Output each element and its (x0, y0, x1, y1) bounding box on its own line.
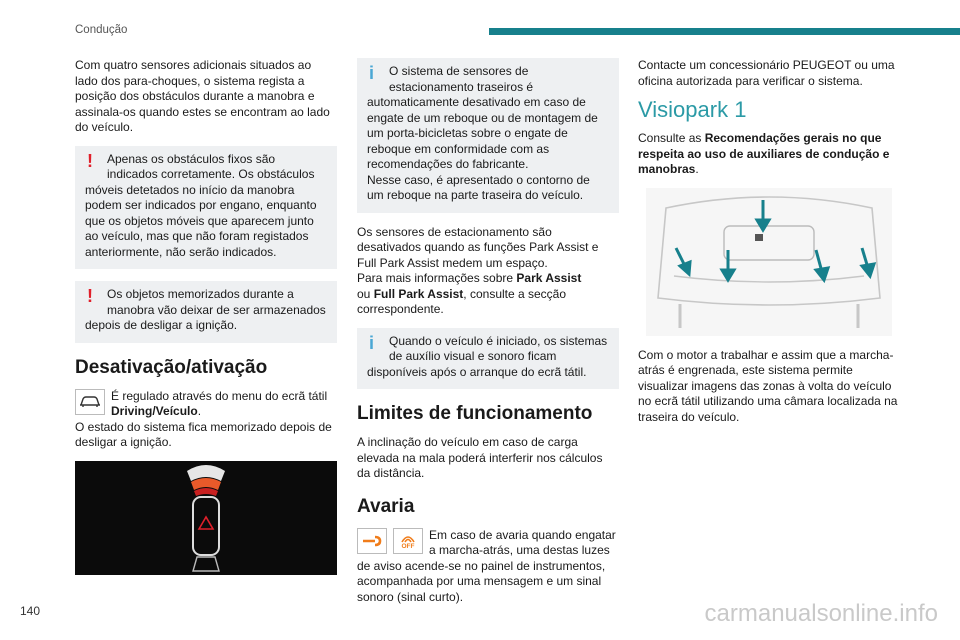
column-left (75, 58, 337, 575)
warning-note-1 (75, 146, 337, 270)
more-info-paragraph (357, 271, 619, 318)
info-note-1-line1: O sistema de sensores de (389, 64, 529, 78)
column-middle (357, 58, 619, 615)
heading-deactivation: Desativação/ativação (75, 356, 268, 378)
section-title: Condução (75, 24, 128, 36)
camera-paragraph: Com o motor a trabalhar e assim que a marcha-atrás é engrenada, este sistema permite visualizar imagens das zonas à volta do veículo no ecrã tátil utilizando uma câmara localizada na traseira do veículo. (638, 347, 898, 424)
contact-paragraph: Contacte um concessionário PEUGEOT ou uma oficina autorizada para verificar o sistema. (638, 58, 895, 88)
page-number: 140 (20, 604, 41, 618)
more-info-end: , consulte a secção correspondente. (357, 286, 567, 316)
limits-paragraph: A inclinação do veículo em caso de carga elevada na mala poderá interferir nos cálculos da distância. (357, 435, 603, 480)
fault-instruction (357, 528, 619, 559)
warning-note-2 (75, 281, 337, 343)
menu-path: Driving/Veículo (111, 404, 198, 418)
consult-paragraph (638, 131, 900, 178)
info-note-2-rest: disponíveis após o arranque do ecrã tátil. (367, 364, 587, 379)
more-info-a: Para mais informações sobre (357, 271, 514, 285)
off-label: OFF (401, 542, 415, 550)
heading-fault: Avaria (357, 495, 415, 517)
warning-note-1-line2: indicados corretamente. Os obstáculos (107, 167, 315, 181)
column-right (638, 58, 900, 435)
sensors-deactivated-paragraph: Os sensores de estacionamento são desativados quando as funções Park Assist e Full Park Assist medem um espaço. (357, 224, 599, 270)
info-icon: i (369, 63, 375, 83)
parking-display-image (75, 461, 337, 575)
info-note-2-line2: de auxílio visual e sonoro ficam (389, 349, 557, 363)
heading-limits: Limites de funcionamento (357, 403, 593, 424)
wrench-warning-icon (357, 528, 387, 554)
warning-note-1-line1: Apenas os obstáculos fixos são (107, 151, 276, 166)
fault-rest: de aviso acende-se no painel de instrumentos, acompanhada por uma mensagem e um sinal sonoro (sinal curto). (357, 558, 606, 604)
warning-note-2-rest: depois de desligar a ignição. (85, 318, 238, 332)
info-note-1-extra: Nesse caso, é apresentado o contorno de um reboque na parte traseira do veículo. (367, 172, 590, 202)
more-info-full-park-assist: Full Park Assist (373, 286, 464, 301)
info-note-1-rest: automaticamente desativado em caso de engate de um reboque ou de montagem de um porta-bicicletas sobre o engate de reboque em conformidade com as recomendações do fabricante. (367, 95, 598, 171)
warning-exclamation-icon: ! (87, 286, 93, 306)
fault-line1: Em caso de avaria quando engatar (429, 527, 616, 542)
header-accent-bar (489, 28, 960, 35)
memo-paragraph: O estado do sistema fica memorizado depois de desligar a ignição. (75, 419, 332, 449)
park-sensor-off-icon (393, 528, 423, 554)
consult-a: Consulte as (638, 131, 702, 145)
menu-instruction-text: É regulado através do menu do ecrã tátil (111, 388, 328, 403)
car-rear-sensor-image (646, 188, 892, 336)
warning-note-2-line1: Os objetos memorizados durante a (107, 287, 294, 301)
menu-path-end: . (197, 404, 202, 418)
consult-end: . (695, 162, 699, 176)
car-menu-icon (75, 389, 105, 415)
menu-instruction (75, 389, 337, 420)
warning-note-1-rest: móveis detetados no início da manobra podem ser indicados por engano, enquanto que os objetos móveis que aparecem junto ao veículo, mas que não foram registados anteriormente, não serão indicados. (85, 182, 317, 259)
heading-visiopark: Visiopark 1 (638, 97, 747, 122)
info-note-1 (357, 58, 619, 213)
info-note-1-line2: estacionamento traseiros é (389, 79, 534, 94)
more-info-or: ou (357, 286, 371, 301)
info-note-2 (357, 328, 619, 390)
intro-paragraph: Com quatro sensores adicionais situados ao lado dos para-choques, o sistema regista a posição dos obstáculos durante a manobra e assinala-os quando estes se encontram ao lado do veículo. (75, 58, 330, 134)
consult-bold: Recomendações gerais no que respeita ao uso de auxiliares de condução e manobras (638, 131, 890, 176)
info-icon: i (369, 332, 375, 353)
more-info-park-assist: Park Assist (516, 271, 582, 285)
watermark: carmanualsonline.info (704, 600, 938, 627)
info-note-2-line1: Quando o veículo é iniciado, os sistemas (389, 333, 608, 348)
fault-line2: a marcha-atrás, uma destas luzes (429, 543, 610, 557)
warning-exclamation-icon: ! (87, 150, 93, 171)
warning-note-2-line2: manobra vão deixar de ser armazenados (107, 302, 326, 317)
